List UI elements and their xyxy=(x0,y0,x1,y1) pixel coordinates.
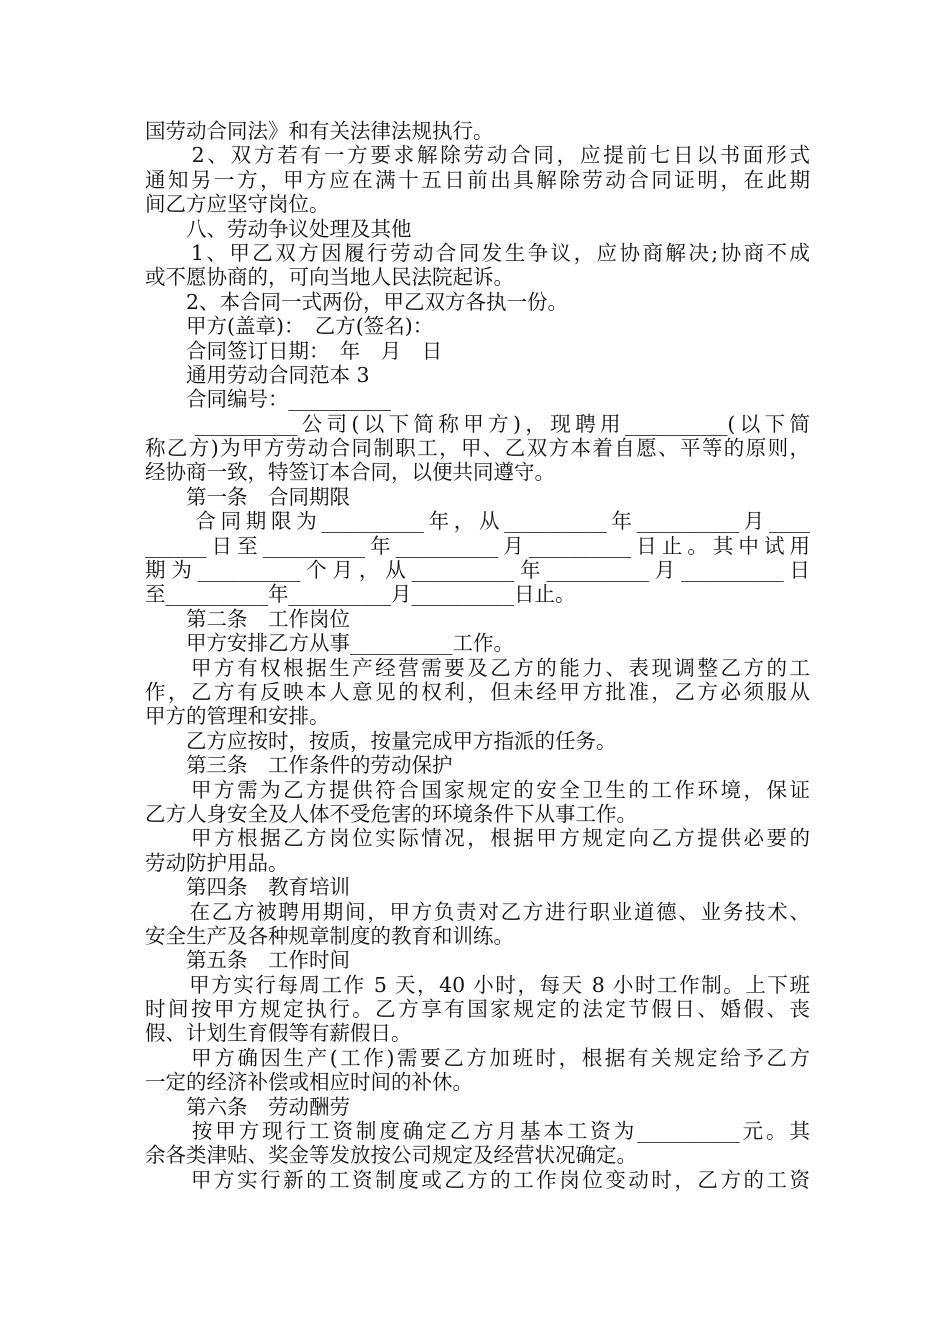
text-line: 安全生产及各种规章制度的教育和训练。 xyxy=(145,923,514,948)
text-line: 甲方安排乙方从事__________工作。 xyxy=(145,631,514,656)
article-heading: 第五条 工作时间 xyxy=(145,948,350,973)
text-line: 甲方根据乙方岗位实际情况，根据甲方规定向乙方提供必要的 xyxy=(145,826,810,851)
text-line: 或不愿协商的，可向当地人民法院起诉。 xyxy=(145,265,514,290)
text-line: 甲方的管理和安排。 xyxy=(145,704,330,729)
section-heading: 八、劳动争议处理及其他 xyxy=(145,216,412,241)
text-line: 作，乙方有反映本人意见的权利，但未经甲方批准，乙方必须服从 xyxy=(145,679,810,704)
text-line: 称乙方)为甲方劳动合同制职工，甲、乙双方本着自愿、平等的原则， xyxy=(145,436,810,461)
text-line: 甲方需为乙方提供符合国家规定的安全卫生的工作环境，保证 xyxy=(145,777,810,802)
contract-body xyxy=(145,119,810,1192)
text-line: 余各类津贴、奖金等发放按公司规定及经营状况确定。 xyxy=(145,1143,637,1168)
text-line: 2、本合同一式两份，甲乙双方各执一份。 xyxy=(145,289,569,314)
text-line: 通知另一方，甲方应在满十五日前出具解除劳动合同证明，在此期 xyxy=(145,167,810,192)
text-line: 假、计划生育假等有薪假日。 xyxy=(145,1021,412,1046)
text-line: 甲方实行新的工资制度或乙方的工作岗位变动时，乙方的工资 xyxy=(145,1167,810,1192)
text-line: 乙方应按时，按质，按量完成甲方指派的任务。 xyxy=(145,728,617,753)
text-line: 乙方人身安全及人体不受危害的环境条件下从事工作。 xyxy=(145,801,637,826)
text-line: 时间按甲方规定执行。乙方享有国家规定的法定节假日、婚假、丧 xyxy=(145,997,810,1022)
date-line: 合同签订日期： 年 月 日 xyxy=(145,338,443,363)
text-line: 甲方有权根据生产经营需要及乙方的能力、表现调整乙方的工 xyxy=(145,655,810,680)
text-line: 2、双方若有一方要求解除劳动合同，应提前七日以书面形式 xyxy=(145,143,810,168)
text-line: 合同期限为__________年，从__________年__________月____ xyxy=(145,509,810,534)
article-heading: 第三条 工作条件的劳动保护 xyxy=(145,753,453,778)
text-line: 甲方确因生产(工作)需要乙方加班时，根据有关规定给予乙方 xyxy=(145,1045,810,1070)
text-line: 1、甲乙双方因履行劳动合同发生争议，应协商解决;协商不成 xyxy=(145,240,810,265)
text-line: 一定的经济补偿或相应时间的补休。 xyxy=(145,1070,473,1095)
article-heading: 第二条 工作岗位 xyxy=(145,606,350,631)
signature-line: 甲方(盖章)： 乙方(签名)： xyxy=(145,314,434,339)
text-line: 间乙方应坚守岗位。 xyxy=(145,192,330,217)
text-line: 经协商一致，特签订本合同，以便共同遵守。 xyxy=(145,460,555,485)
text-line: ______日至__________年__________月__________日止。其中试用 xyxy=(145,533,810,558)
text-line: 按甲方现行工资制度确定乙方月基本工资为__________元。其 xyxy=(145,1119,810,1144)
text-line: 至__________年__________月__________日止。 xyxy=(145,582,576,607)
contract-number-line: 合同编号：__________ xyxy=(145,387,391,412)
text-line: 甲方实行每周工作 5 天，40 小时，每天 8 小时工作制。上下班 xyxy=(145,972,810,997)
text-line: __________公司(以下简称甲方)，现聘用__________(以下简 xyxy=(145,411,810,436)
article-heading: 第六条 劳动酬劳 xyxy=(145,1094,350,1119)
text-line: 期为__________个月，从__________年__________月__________日 xyxy=(145,558,810,583)
article-heading: 第一条 合同期限 xyxy=(145,484,350,509)
text-line: 国劳动合同法》和有关法律法规执行。 xyxy=(145,119,494,143)
text-line: 劳动防护用品。 xyxy=(145,850,289,875)
document-title: 通用劳动合同范本 3 xyxy=(145,362,370,387)
article-heading: 第四条 教育培训 xyxy=(145,875,350,900)
text-line: 在乙方被聘用期间，甲方负责对乙方进行职业道德、业务技术、 xyxy=(145,899,810,924)
